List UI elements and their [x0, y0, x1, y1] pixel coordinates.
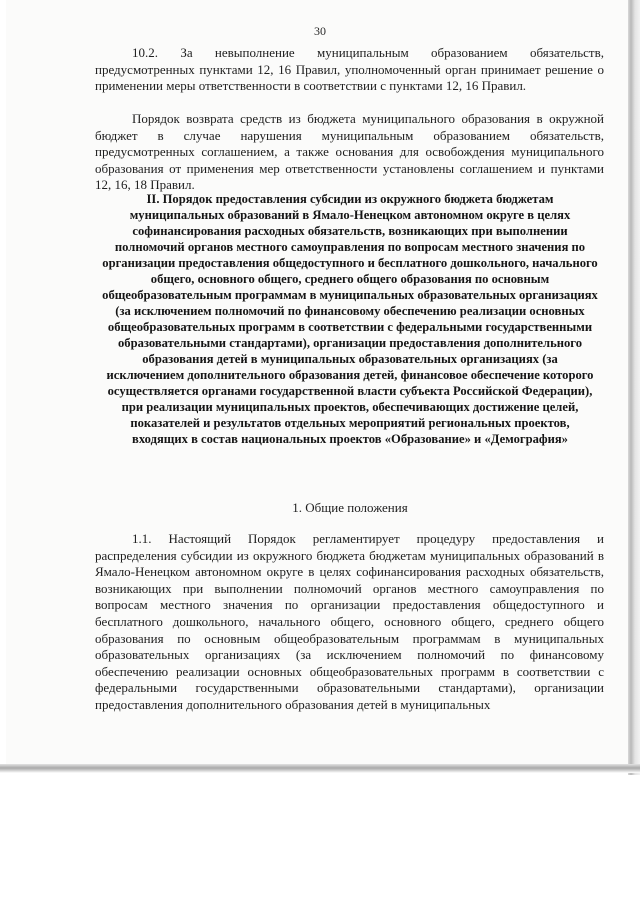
paragraph-1-1: 1.1. Настоящий Порядок регламентирует процедуру предоставления и распределения субсидии из окружного бюджета бюджетам муниципальных образований в Ямало-Ненецком автономном округе в целях софинансирования расходных обязательств, возникающих при выполнении полномочий органов местного самоуправления по вопросам местного значения по организации предоставления общедоступного и бесплатного дошкольного, начального общего, основного общего, среднего общего образования по основным общеобразовательным программам в муниципальных образовательных организациях (за исключением полномочий по финансовому обеспечению реализации основных общеобразовательных программ в соответствии с федеральными государственными образовательными стандартами), организации предоставления дополнительного образования детей в муниципальных [95, 531, 604, 712]
page-number: 30 [314, 24, 326, 38]
section-heading: II. Порядок предоставления субсидии из окружного бюджета бюджетам муниципальных образований в Ямало-Ненецком автономном округе в целях софинансирования расходных обязательств, возникающих при выполнении полномочий органов местного самоуправления по вопросам местного значения по организации предоставления общедоступного и бесплатного дошкольного, начального общего, основного общего, среднего общего образования по основным общеобразовательным программам в муниципальных образовательных организациях (за исключением полномочий по финансовому обеспечению реализации основных общеобразовательных программ в соответствии с федеральными государственными образовательными стандартами), организации предоставления дополнительного образования детей в муниципальных образовательных организациях (за исключением дополнительного образования детей, финансовое обеспечение которого осуществляется органами государственной власти субъекта Российской Федерации), при реализации муниципальных проектов, обеспечивающих достижение целей, показателей и результатов отдельных мероприятий региональных проектов, входящих в состав национальных проектов «Образование» и «Демография» [102, 192, 598, 446]
document-page [6, 0, 634, 768]
page-edge-shadow-bottom [0, 764, 640, 773]
page-edge-shadow-right [628, 0, 640, 775]
subsection-heading: 1. Общие положения [292, 500, 408, 515]
paragraph-return-procedure: Порядок возврата средств из бюджета муниципального образования в окружной бюджет в случае нарушения муниципальным образованием обязательств, предусмотренных соглашением, а также основания для освобождения муниципального образования от применения мер ответственности установлены соглашением и пунктами 12, 16, 18 Правил. [95, 111, 604, 193]
paragraph-10-2: 10.2. За невыполнение муниципальным образованием обязательств, предусмотренных пунктами 12, 16 Правил, уполномоченный орган принимает решение о применении меры ответственности в соответствии с пунктами 12, 16 Правил. [95, 45, 604, 94]
